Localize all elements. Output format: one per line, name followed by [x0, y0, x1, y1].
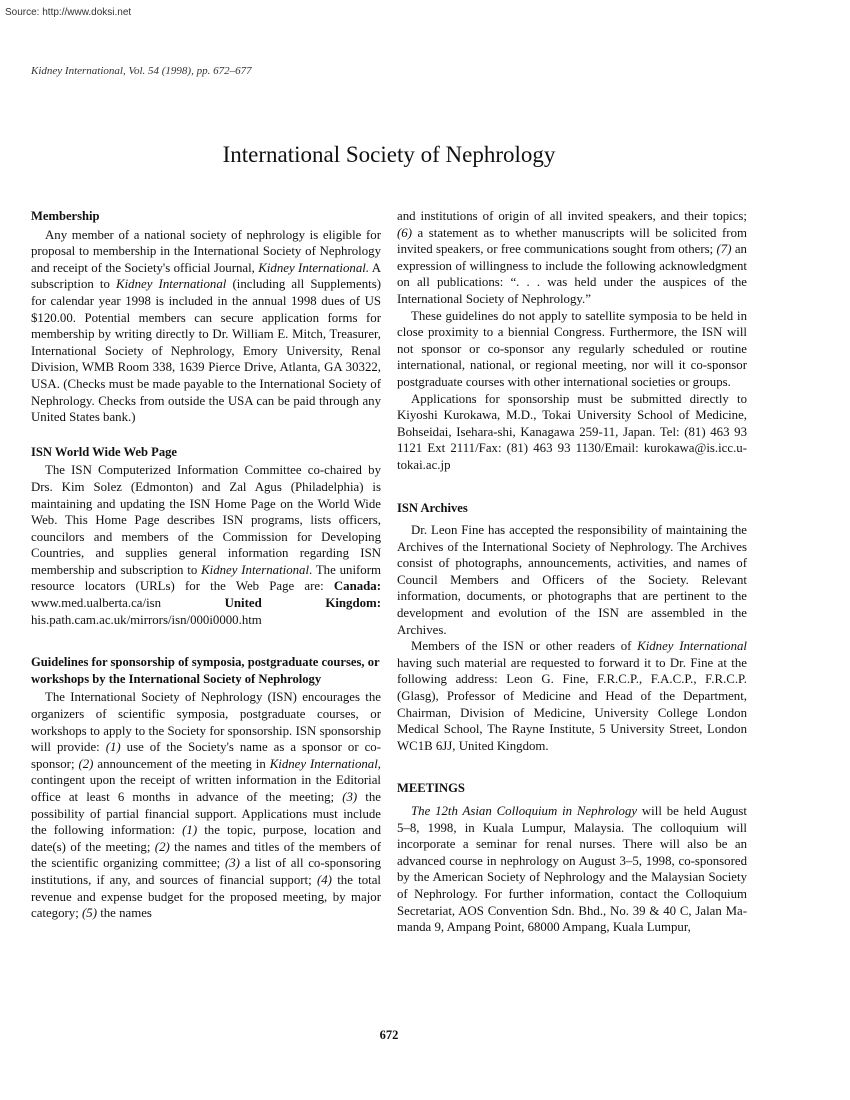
text-run: Any member of a national society of nephrology is eligible for proposal to membership in the International Society of Nephrology and receipt of the Society's official Journal, [31, 227, 381, 275]
list-number: (2) [154, 839, 170, 854]
text-run: the total revenue and expense budget for the proposed meeting, by major category; [31, 872, 381, 921]
list-number: (7) [716, 242, 732, 257]
url-label-uk: United Kingdom: [224, 596, 381, 611]
text-run: announcement of the meeting in [93, 756, 270, 771]
text-run: a statement as to whether manuscripts will be solicited from invited speakers, or free communications sought from others; [397, 225, 747, 257]
meetings-heading: MEETINGS [397, 781, 465, 796]
text-run: the names and titles of the members of the scientific organizing committee; [31, 839, 381, 871]
url-label-canada: Canada: [333, 579, 381, 594]
journal-name: Kidney International. [258, 260, 370, 275]
page-title-text: International Society of Nephrology [222, 142, 556, 167]
text-run: The International Society of Nephrology (ISN) encourages the organizers of scientific symposia, postgraduate courses, or workshops to apply to the Society for sponsorship. ISN sponsorship will provide: [31, 690, 381, 755]
journal-name: Kidney International [116, 277, 227, 292]
list-number: (1) [105, 740, 121, 755]
text-run: (including all Supplements) for calendar year 1998 is included in the annual 1998 dues of US $120.00. Potential members can secure application forms for membership by writing directly to Dr. William E. Mitch, Treasurer, International Society of Nephrology, Emory University, Renal Division, WMB Room 338, 1639 Pierce Drive, Atlanta, GA 30322, USA. (Checks must be made payable to the International Society of Nephrology. Checks from outside the USA can be paid through any United States bank.) [31, 277, 381, 425]
text-run: a list of all co-sponsoring institutions, if any, and sources of financial support; [31, 856, 381, 887]
guidelines-paragraph-1-continued [397, 208, 747, 308]
guidelines-heading: Guidelines for sponsorship of symposia, postgraduate courses, or workshops by the International Society of Nephrology [31, 655, 380, 686]
left-column [31, 208, 381, 922]
text-run: the names [96, 906, 152, 921]
list-number: (6) [397, 225, 412, 240]
journal-name: Kidney International [201, 562, 310, 577]
list-number: (5) [82, 906, 97, 921]
journal-reference: Kidney International, Vol. 54 (1998), pp. 672–677 [31, 65, 252, 77]
text-run: . The uniform resource locators (URLs) for the Web Page are: [31, 562, 381, 594]
membership-paragraph [31, 227, 381, 426]
text-run: having such material are requested to forward it to Dr. Fine at the following address: Leon G. Fine, F.R.C.P., F.A.C.P., F.R.C.P. (Glasg), Professor of Medicine and Head of the Department, Chairman, Division of Medicine, University College London Medical School, The Rayne Institute, 5 University Street, London WC1B 6JJ, United Kingdom. [397, 655, 747, 753]
membership-section [31, 208, 381, 426]
meeting-title: The 12th Asian Colloquium in Nephrology [411, 804, 638, 818]
journal-name: Kidney International, [269, 756, 381, 771]
archives-section [397, 500, 747, 755]
text-run: use of the Society's name as a sponsor or co-sponsor; [31, 740, 381, 771]
text-run: an expression of willingness to include the following acknowledgment on all publications: “. . . was held under the auspices of the International Society of Nephrology.” [397, 242, 747, 306]
text-run: A subscription to [31, 260, 381, 292]
text-run: contingent upon the receipt of written information in the Editorial office at least 6 months in advance of the meeting; [31, 773, 381, 804]
meetings-section [397, 780, 747, 935]
text-run: and institutions of origin of all invited speakers, and their topics; [397, 209, 747, 223]
archives-paragraph-1: Dr. Leon Fine has accepted the responsibility of maintaining the Archives of the International Society of Nephrology. The Archives consist of photographs, announcements, activities, and names of Council Members and Officers of the Society. Relevant information, documents, or photographs that are pertinent to the development and evolution of the ISN are assembled in the Archives. [397, 523, 747, 637]
www-paragraph [31, 462, 381, 628]
guidelines-section [31, 654, 381, 922]
journal-name: Kidney International [637, 639, 747, 654]
www-heading: ISN World Wide Web Page [31, 444, 178, 459]
guidelines-paragraph-1 [31, 689, 381, 921]
list-number: (4) [316, 872, 332, 887]
www-section [31, 444, 381, 629]
url-uk[interactable]: his.path.cam.ac.uk/mirrors/isn/000i0000.htm [31, 612, 262, 627]
text-run: The ISN Computerized Information Committee co-chaired by Drs. Kim Solez (Edmonton) and Zal Agus (Philadelphia) is maintaining and updating the ISN Home Page on the World Wide Web. This Home Page describes ISN programs, lists officers, councilors and members of the Commission for Developing Countries, and supplies general information regarding ISN membership and subscription to [31, 463, 381, 577]
url-canada[interactable]: www.med.ualberta.ca/isn [31, 596, 225, 611]
source-note: Source: http://www.doksi.net [5, 7, 132, 18]
guidelines-paragraph-3: Applications for sponsorship must be submitted directly to Kiyoshi Kurokawa, M.D., Tokai University School of Medicine, Bohseidai, Isehara-shi, Kanagawa 259-11, Japan. Tel: (81) 463 93 1121 Ext 2111/Fax: (81) 463 93 1130/Email: kurokawa@is.icc.u-tokai.ac.jp [397, 391, 747, 472]
guidelines-paragraph-2: These guidelines do not apply to satellite symposia to be held in close proximity to a biennial Congress. Furthermore, the ISN will not sponsor or co-sponsor any regularly scheduled or routine international, national, or regional meeting, nor will it co-sponsor postgraduate courses with other international societies or groups. [397, 308, 747, 389]
meetings-paragraph-1 [397, 803, 747, 936]
text-run: the possibility of partial financial support. Applications must include the following information: [31, 790, 381, 838]
list-number: (3) [224, 856, 240, 871]
archives-heading: ISN Archives [397, 500, 468, 515]
text-run: the topic, purpose, location and date(s) of the meeting; [31, 823, 381, 854]
right-column [397, 208, 747, 936]
text-run: will be held August 5–8, 1998, in Kuala Lumpur, Malaysia. The colloquium will incorporate a seminar for renal nurses. There will also be an advanced course in nephrology on August 3–5, 1998, co-sponsored by the American Society of Nephrology and the Malaysian Society of Nephrology. For further information, contact the Colloquium Secretariat, AOS Convention Sdn. Bhd., No. 39 & 40 C, Jalan Ma-manda 9, Ampang Point, 68000 Ampang, Kuala Lumpur, [397, 804, 747, 935]
archives-paragraph-2 [397, 638, 747, 754]
list-number: (2) [78, 756, 94, 771]
page-number: 672 [379, 1028, 399, 1042]
list-number: (1) [182, 823, 198, 838]
membership-heading: Membership [31, 209, 100, 223]
text-run: Members of the ISN or other readers of [411, 639, 638, 654]
list-number: (3) [342, 790, 358, 804]
page-title [0, 142, 778, 168]
